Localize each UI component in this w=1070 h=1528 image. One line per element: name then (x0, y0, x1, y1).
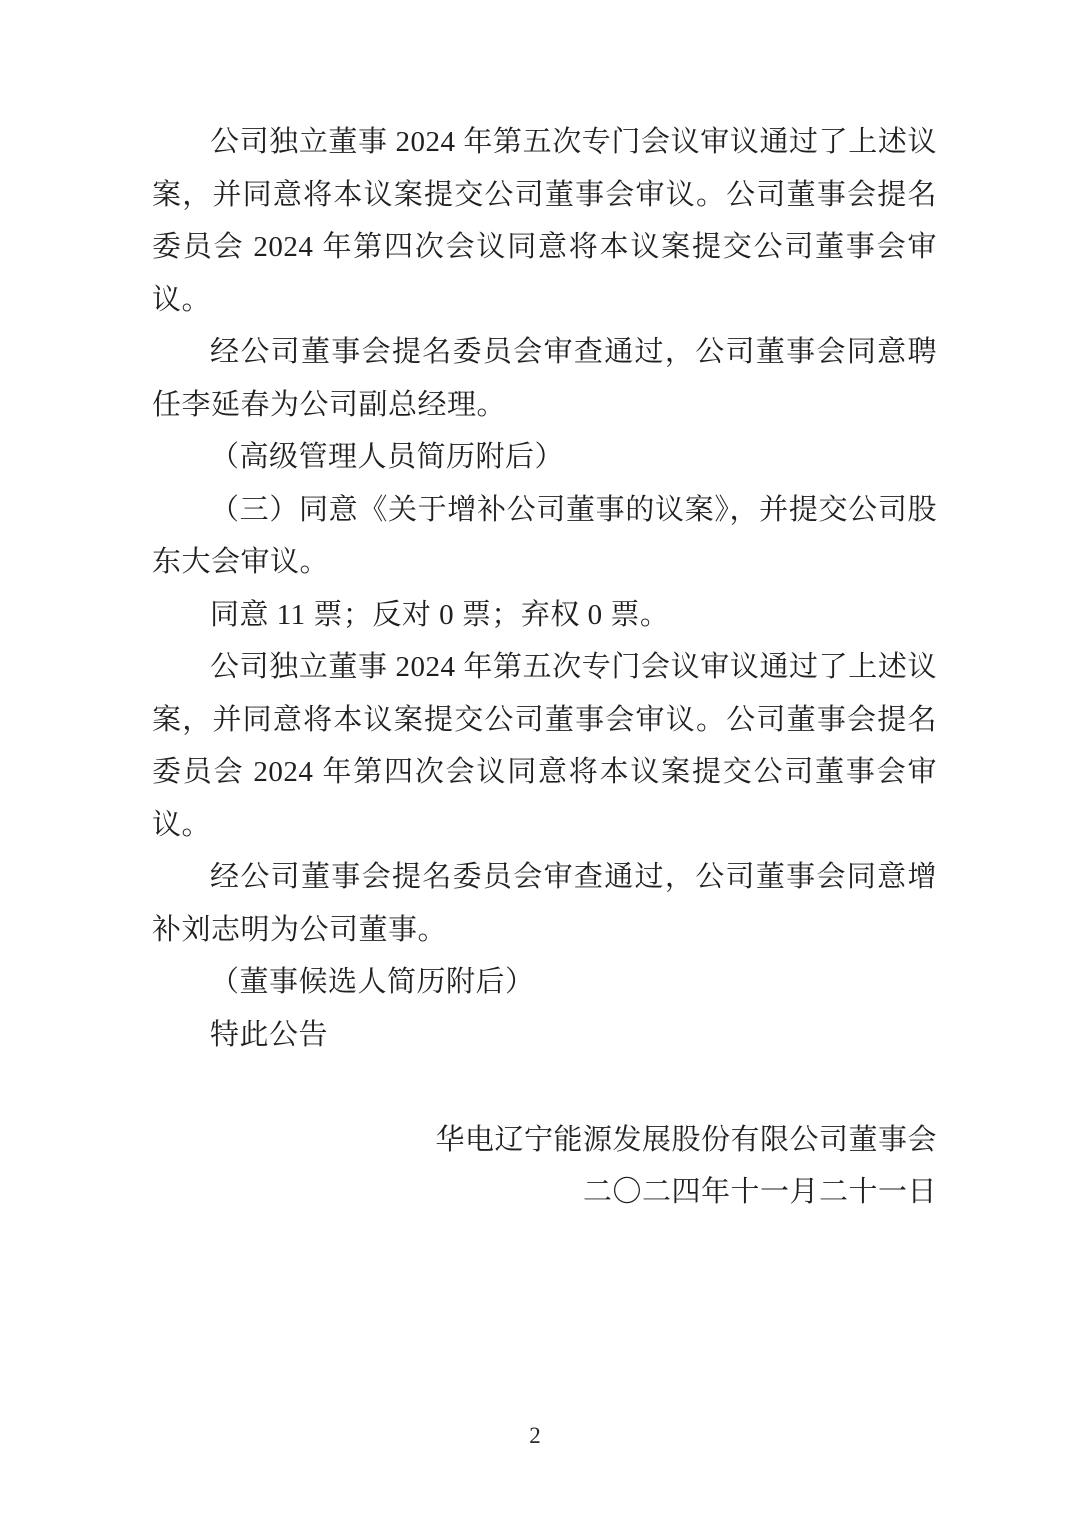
signature-date: 二〇二四年十一月二十一日 (582, 1176, 937, 1208)
paragraph-director-candidate-resume-note: （董事候选人简历附后） (210, 966, 535, 998)
signature-company-name: 华电辽宁能源发展股份有限公司董事会 (435, 1123, 937, 1156)
paragraph-announcement-closing: 特此公告 (210, 1018, 329, 1051)
paragraph-appoint-deputy-general-manager: 经公司董事会提名委员会审查通过，公司董事会同意聘任李延春为公司副总经理。 (152, 336, 937, 421)
paragraph-senior-management-resume-note: （高级管理人员简历附后） (210, 441, 565, 473)
page-number: 2 (529, 1423, 541, 1448)
paragraph-independent-directors-review-2: 公司独立董事 2024 年第五次专门会议审议通过了上述议案，并同意将本议案提交公司董事会审议。公司董事会提名委员会 2024 年第四次会议同意将本议案提交公司董事会审议。 (152, 651, 937, 841)
signature-block (152, 1114, 937, 1219)
page-footer (0, 1422, 1070, 1450)
document-body (152, 116, 937, 1219)
paragraph-independent-directors-review-1: 公司独立董事 2024 年第五次专门会议审议通过了上述议案，并同意将本议案提交公司董事会审议。公司董事会提名委员会 2024 年第四次会议同意将本议案提交公司董事会审议。 (152, 126, 937, 316)
paragraph-add-director-liu-zhiming: 经公司董事会提名委员会审查通过，公司董事会同意增补刘志明为公司董事。 (152, 861, 937, 946)
paragraph-vote-result: 同意 11 票；反对 0 票；弃权 0 票。 (210, 598, 670, 631)
paragraph-item-three-add-director-proposal: （三）同意《关于增补公司董事的议案》，并提交公司股东大会审议。 (152, 493, 937, 578)
